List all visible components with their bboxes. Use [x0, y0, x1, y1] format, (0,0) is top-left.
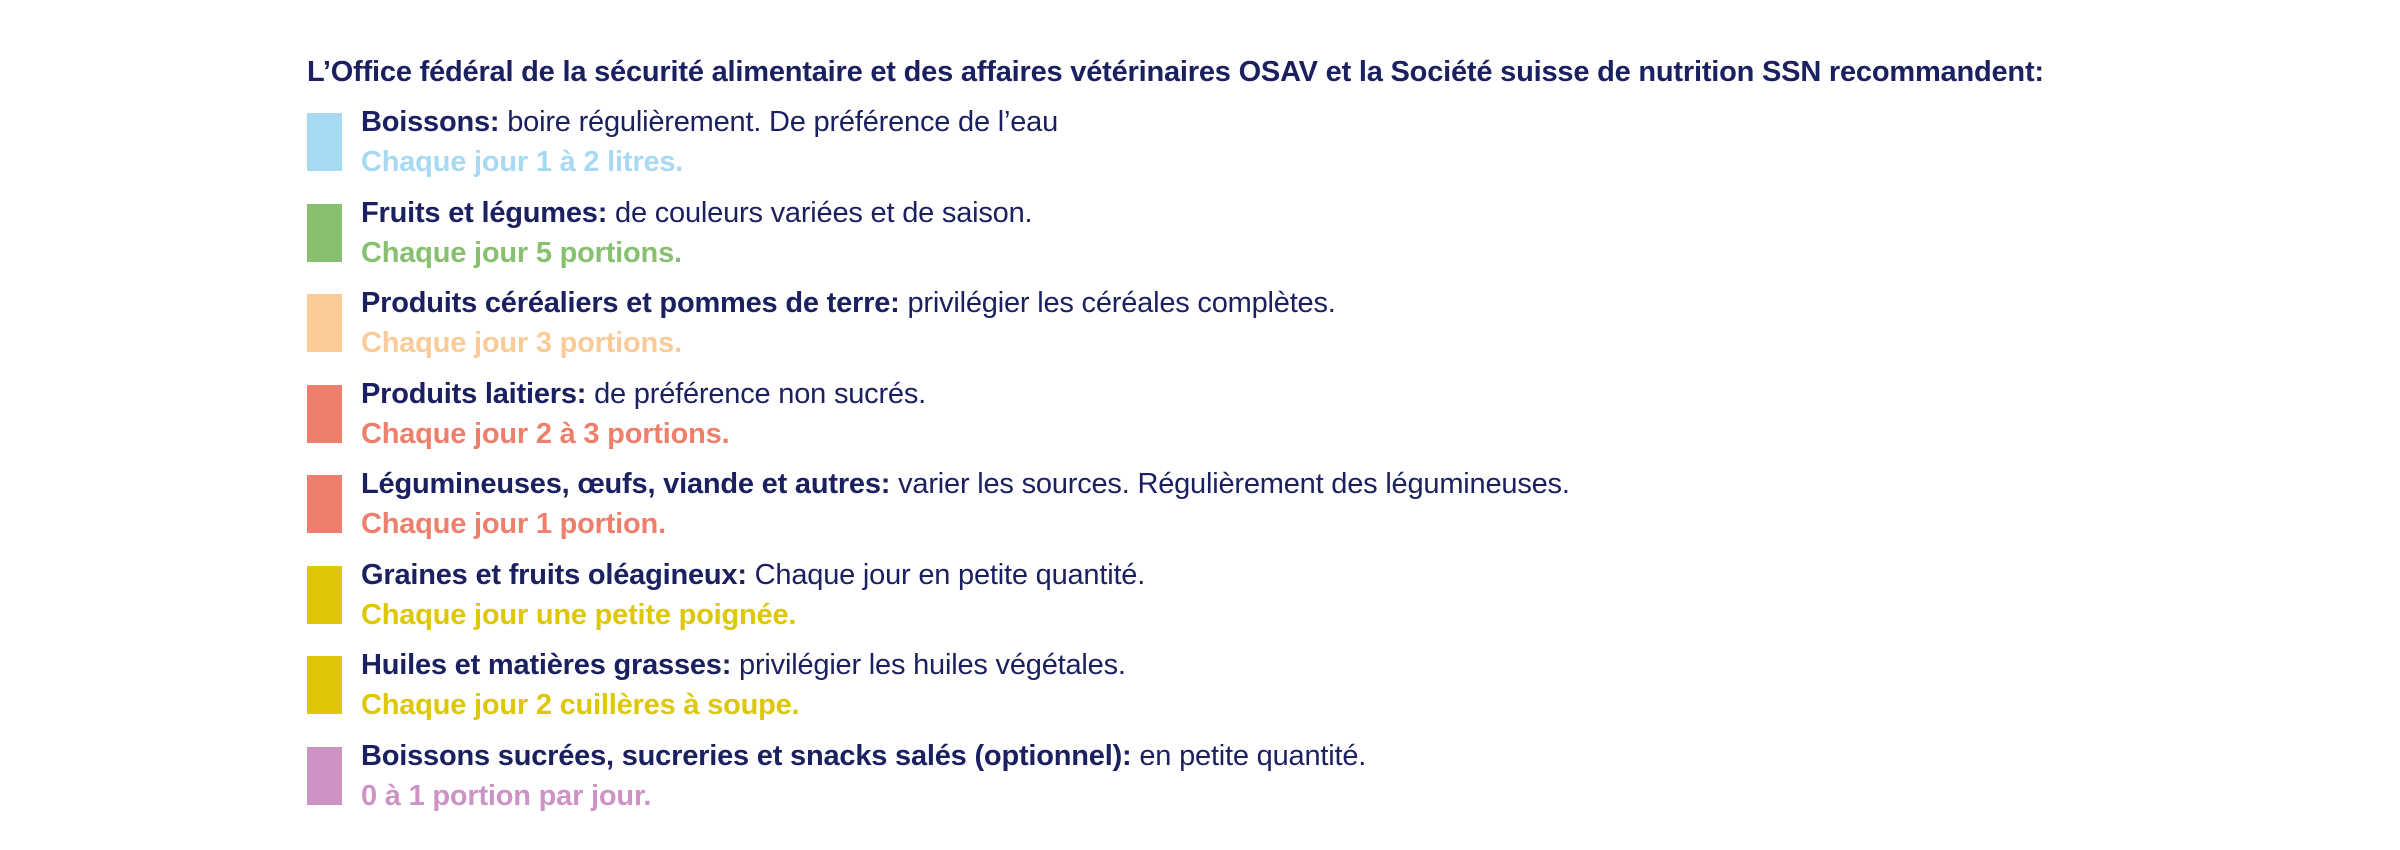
list-item-huiles	[307, 645, 2307, 736]
recommendations-panel	[307, 52, 2307, 826]
item-description-line	[361, 102, 1058, 142]
item-recommendation: Chaque jour une petite poignée.	[361, 598, 797, 631]
item-description-line	[361, 464, 1570, 504]
item-text	[361, 736, 1366, 816]
item-description: de préférence non sucrés.	[586, 377, 927, 410]
item-description: boire régulièrement. De préférence de l’eau	[499, 106, 1059, 138]
item-description: Chaque jour en petite quantité.	[746, 558, 1146, 591]
list-item-produits-cerealiers	[307, 283, 2307, 374]
item-text	[361, 193, 1032, 273]
item-description-line	[361, 645, 1126, 685]
item-text	[361, 283, 1336, 363]
list-item-produits-laitiers	[307, 374, 2307, 465]
color-swatch	[307, 566, 342, 624]
color-swatch	[307, 294, 342, 352]
item-text	[361, 102, 1058, 182]
item-description: privilégier les huiles végétales.	[731, 649, 1126, 681]
item-description-line	[361, 736, 1366, 776]
item-description: en petite quantité.	[1131, 739, 1367, 772]
item-title: Huiles et matières grasses:	[361, 649, 732, 681]
color-swatch	[307, 204, 342, 262]
item-description-line	[361, 283, 1336, 323]
item-recommendation: Chaque jour 2 cuillères à soupe.	[361, 689, 800, 721]
item-title: Graines et fruits oléagineux:	[361, 558, 747, 591]
item-title: Boissons sucrées, sucreries et snacks salés (optionnel):	[361, 739, 1132, 772]
item-description: varier les sources. Régulièrement des légumineuses.	[890, 468, 1570, 500]
item-recommendation: Chaque jour 1 à 2 litres.	[361, 146, 684, 178]
item-text	[361, 374, 926, 454]
color-swatch	[307, 475, 342, 533]
list-item-graines	[307, 555, 2307, 646]
color-swatch	[307, 385, 342, 443]
list-item-sucreries	[307, 736, 2307, 827]
item-title: Produits céréaliers et pommes de terre:	[361, 287, 900, 319]
item-recommendation: Chaque jour 5 portions.	[361, 236, 682, 269]
list-item-legumineuses	[307, 464, 2307, 555]
list-item-fruits-legumes	[307, 193, 2307, 284]
item-title: Légumineuses, œufs, viande et autres:	[361, 468, 891, 500]
item-description-line	[361, 555, 1145, 595]
item-text	[361, 555, 1145, 635]
item-title: Fruits et légumes:	[361, 196, 608, 229]
list-item-boissons	[307, 102, 2307, 193]
item-recommendation: Chaque jour 1 portion.	[361, 508, 666, 540]
item-text	[361, 464, 1570, 544]
item-description-line	[361, 374, 926, 414]
color-swatch	[307, 747, 342, 805]
color-swatch	[307, 113, 342, 171]
item-title: Produits laitiers:	[361, 377, 587, 410]
item-recommendation: Chaque jour 2 à 3 portions.	[361, 417, 730, 450]
item-description-line	[361, 193, 1032, 233]
intro-heading: L’Office fédéral de la sécurité alimentaire et des affaires vétérinaires OSAV et la Société suisse de nutrition SSN recommandent:	[307, 56, 2044, 88]
item-description: de couleurs variées et de saison.	[607, 196, 1033, 229]
item-description: privilégier les céréales complètes.	[899, 287, 1336, 319]
item-recommendation: 0 à 1 portion par jour.	[361, 779, 652, 812]
item-title: Boissons:	[361, 106, 500, 138]
item-recommendation: Chaque jour 3 portions.	[361, 327, 682, 359]
item-text	[361, 645, 1126, 725]
color-swatch	[307, 656, 342, 714]
